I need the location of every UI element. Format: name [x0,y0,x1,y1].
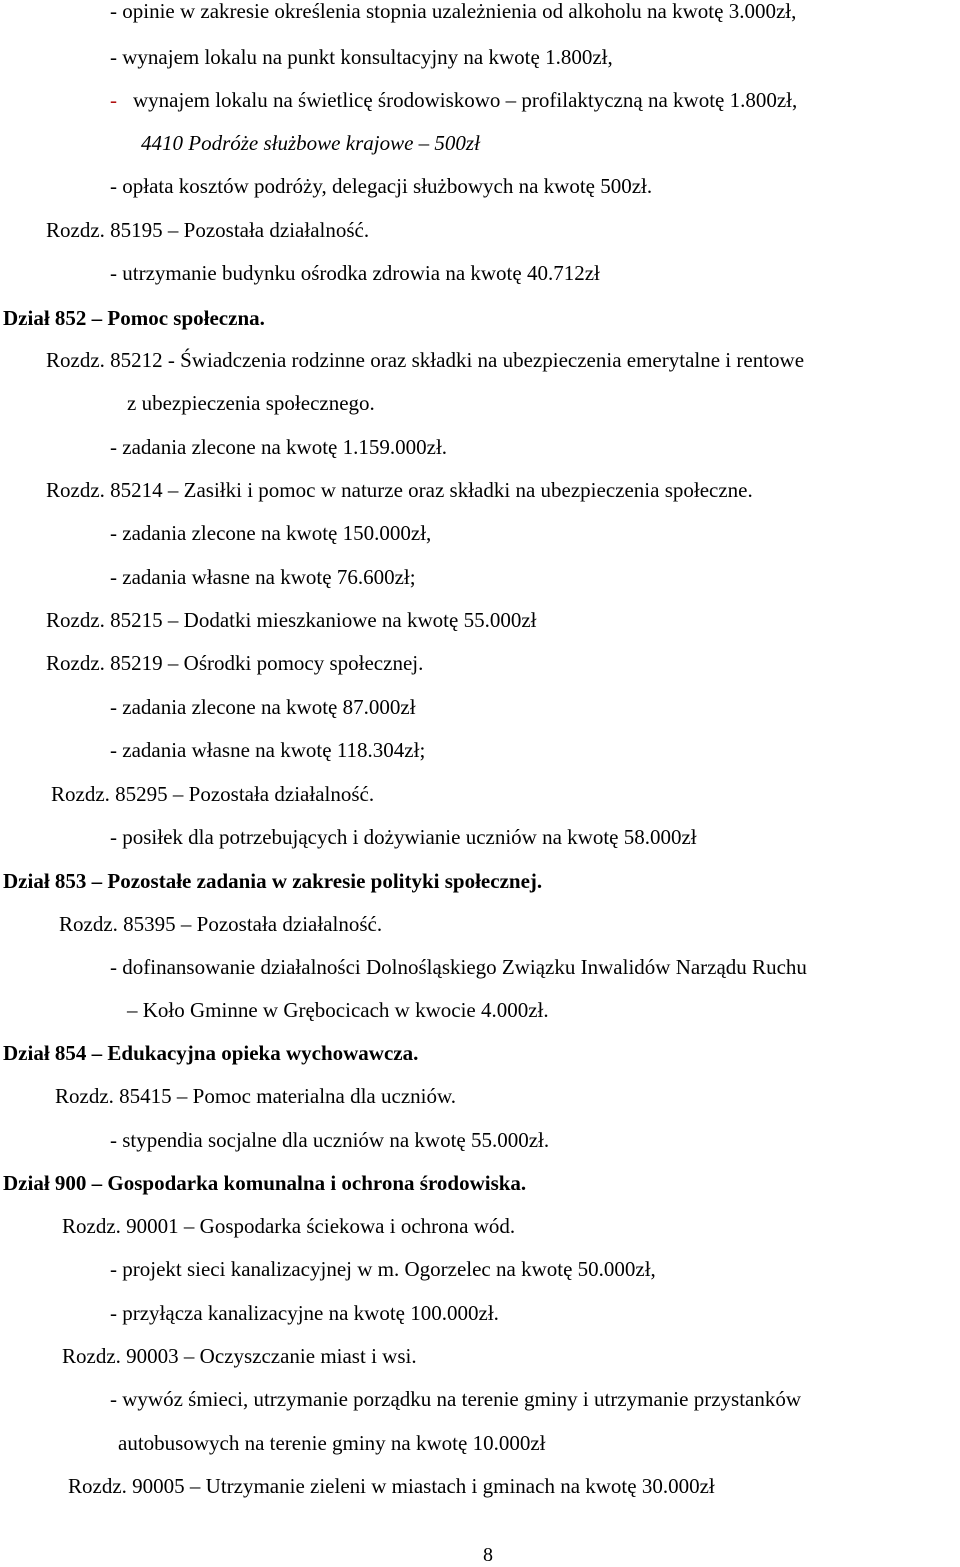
text-line: - zadania zlecone na kwotę 150.000zł, [110,521,432,545]
text-line: - stypendia socjalne dla uczniów na kwotę 55.000zł. [110,1128,550,1152]
section-heading: Rozdz. 85195 – Pozostała działalność. [46,218,370,242]
text-line: - zadania własne na kwotę 118.304zł; [110,738,426,762]
section-heading: Rozdz. 85395 – Pozostała działalność. [59,912,383,936]
text-line: - utrzymanie budynku ośrodka zdrowia na kwotę 40.712zł [110,261,600,285]
section-heading: Rozdz. 85295 – Pozostała działalność. [51,782,375,806]
section-heading: Rozdz. 85212 - Świadczenia rodzinne oraz składki na ubezpieczenia emerytalne i rentowe [46,348,805,372]
text-line: - wywóz śmieci, utrzymanie porządku na terenie gminy i utrzymanie przystanków [110,1387,802,1411]
text-line: autobusowych na terenie gminy na kwotę 10.000zł [118,1431,546,1455]
text-line: - wynajem lokalu na punkt konsultacyjny na kwotę 1.800zł, [110,45,613,69]
text-line: - zadania zlecone na kwotę 87.000zł [110,695,416,719]
chapter-heading: Dział 852 – Pomoc społeczna. [3,306,265,330]
section-heading: Rozdz. 85415 – Pomoc materialna dla uczniów. [55,1084,457,1108]
text-line: - posiłek dla potrzebujących i dożywianie uczniów na kwotę 58.000zł [110,825,697,849]
text-line: - opłata kosztów podróży, delegacji służbowych na kwotę 500zł. [110,174,653,198]
section-heading: Rozdz. 90001 – Gospodarka ściekowa i ochrona wód. [62,1214,516,1238]
text-line: 4410 Podróże służbowe krajowe – 500zł [141,131,480,155]
dash-marker: - [110,88,117,112]
text-line: z ubezpieczenia społecznego. [127,391,375,415]
text-line: - przyłącza kanalizacyjne na kwotę 100.000zł. [110,1301,499,1325]
chapter-heading: Dział 854 – Edukacyjna opieka wychowawcza. [3,1041,419,1065]
text-line: – Koło Gminne w Grębocicach w kwocie 4.000zł. [127,998,549,1022]
text-line: wynajem lokalu na świetlicę środowiskowo – profilaktyczną na kwotę 1.800zł, [133,88,798,112]
section-heading: Rozdz. 90003 – Oczyszczanie miast i wsi. [62,1344,417,1368]
section-heading: Rozdz. 85219 – Ośrodki pomocy społecznej. [46,651,424,675]
text-line: - zadania zlecone na kwotę 1.159.000zł. [110,435,448,459]
text-line: - projekt sieci kanalizacyjnej w m. Ogorzelec na kwotę 50.000zł, [110,1257,656,1281]
section-heading: Rozdz. 85215 – Dodatki mieszkaniowe na kwotę 55.000zł [46,608,537,632]
section-heading: Rozdz. 85214 – Zasiłki i pomoc w naturze oraz składki na ubezpieczenia społeczne. [46,478,753,502]
chapter-heading: Dział 900 – Gospodarka komunalna i ochrona środowiska. [3,1171,527,1195]
text-line: - opinie w zakresie określenia stopnia uzależnienia od alkoholu na kwotę 3.000zł, [110,0,797,23]
text-line: - dofinansowanie działalności Dolnośląskiego Związku Inwalidów Narządu Ruchu [110,955,807,979]
page-number: 8 [483,1544,493,1566]
chapter-heading: Dział 853 – Pozostałe zadania w zakresie polityki społecznej. [3,869,543,893]
section-heading: Rozdz. 90005 – Utrzymanie zieleni w miastach i gminach na kwotę 30.000zł [68,1474,715,1498]
text-line: - zadania własne na kwotę 76.600zł; [110,565,416,589]
